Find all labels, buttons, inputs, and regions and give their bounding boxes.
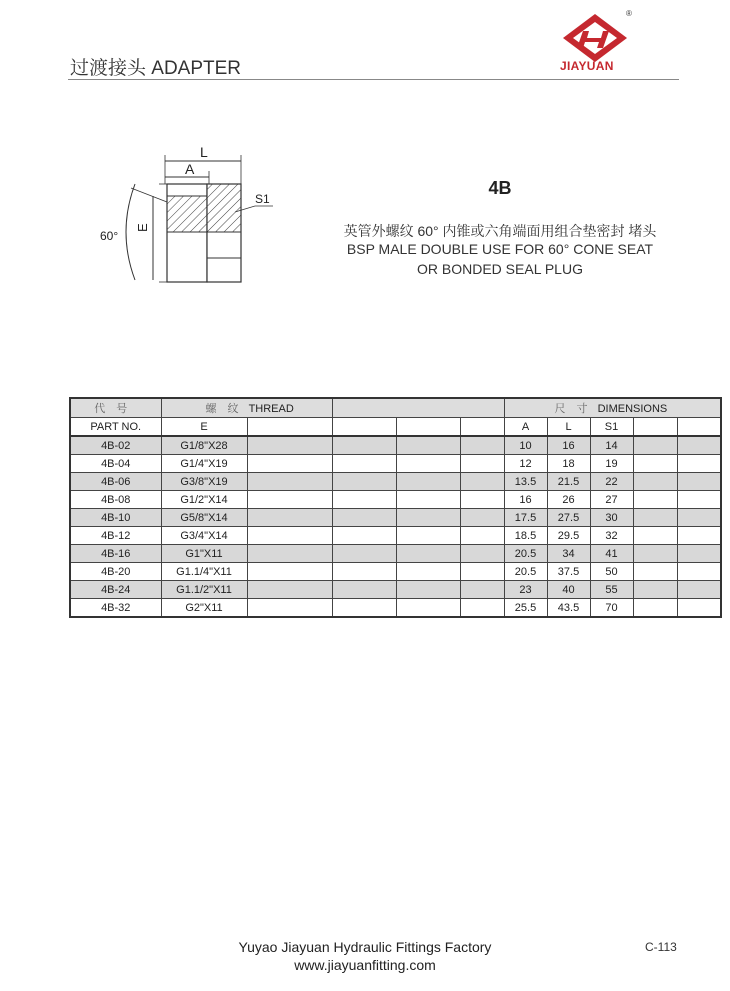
cell-dim-l: 21.5 <box>547 473 590 491</box>
cell-empty <box>633 473 677 491</box>
cell-empty <box>460 545 504 563</box>
cell-thread-e: G1/2"X14 <box>161 491 247 509</box>
product-description-en-line2: OR BONDED SEAL PLUG <box>417 261 583 277</box>
cell-dim-s1: 14 <box>590 436 633 455</box>
header-part-no: PART NO. <box>70 418 161 437</box>
cell-empty <box>633 563 677 581</box>
cell-dim-l: 18 <box>547 455 590 473</box>
cell-part-no: 4B-32 <box>70 599 161 618</box>
label-e: E <box>135 223 150 232</box>
page-title: 过渡接头 ADAPTER <box>70 58 242 79</box>
cell-dim-s1: 30 <box>590 509 633 527</box>
cell-part-no: 4B-08 <box>70 491 161 509</box>
cell-dim-l: 26 <box>547 491 590 509</box>
cell-empty <box>633 491 677 509</box>
cell-dim-l: 43.5 <box>547 599 590 618</box>
cell-empty <box>247 545 332 563</box>
cell-empty <box>460 436 504 455</box>
cell-empty <box>247 509 332 527</box>
cell-part-no: 4B-10 <box>70 509 161 527</box>
footer-website: www.jiayuanfitting.com <box>294 957 436 973</box>
logo-text: JIAYUAN <box>560 59 614 73</box>
cell-empty <box>247 581 332 599</box>
cell-empty <box>396 527 460 545</box>
header-code-cn: 代 号 <box>70 398 161 418</box>
cell-empty <box>677 581 721 599</box>
cell-dim-a: 20.5 <box>504 563 547 581</box>
label-angle: 60° <box>100 229 119 243</box>
cell-empty <box>396 581 460 599</box>
cell-empty <box>677 545 721 563</box>
page-number: C-113 <box>645 940 677 954</box>
cell-part-no: 4B-12 <box>70 527 161 545</box>
label-s1: S1 <box>255 192 270 206</box>
cell-empty <box>460 527 504 545</box>
table-row <box>70 491 721 509</box>
cell-dim-a: 20.5 <box>504 545 547 563</box>
cell-empty <box>396 455 460 473</box>
table-row <box>70 581 721 599</box>
cell-empty <box>247 527 332 545</box>
cell-dim-l: 40 <box>547 581 590 599</box>
cell-thread-e: G5/8"X14 <box>161 509 247 527</box>
cell-empty <box>332 527 396 545</box>
angle-arc <box>126 184 135 280</box>
footer-company: Yuyao Jiayuan Hydraulic Fittings Factory <box>238 939 492 955</box>
cell-empty <box>677 563 721 581</box>
cell-empty <box>396 509 460 527</box>
cell-thread-e: G1/8"X28 <box>161 436 247 455</box>
cell-empty <box>633 509 677 527</box>
cell-empty <box>247 436 332 455</box>
cell-empty <box>460 581 504 599</box>
cell-dim-a: 12 <box>504 455 547 473</box>
cell-empty <box>332 473 396 491</box>
cell-part-no: 4B-24 <box>70 581 161 599</box>
cell-dim-s1: 41 <box>590 545 633 563</box>
cell-empty <box>396 436 460 455</box>
cell-empty <box>460 599 504 618</box>
cell-dim-s1: 50 <box>590 563 633 581</box>
cell-empty <box>332 545 396 563</box>
cell-empty <box>247 599 332 618</box>
cell-empty <box>677 527 721 545</box>
cell-thread-e: G1/4"X19 <box>161 455 247 473</box>
cell-empty <box>677 599 721 618</box>
cell-empty <box>677 491 721 509</box>
cell-thread-e: G1.1/2"X11 <box>161 581 247 599</box>
table-row <box>70 473 721 491</box>
product-code: 4B <box>488 178 512 198</box>
cell-empty <box>396 491 460 509</box>
header-e: E <box>161 418 247 437</box>
cell-dim-a: 13.5 <box>504 473 547 491</box>
table-row <box>70 563 721 581</box>
cell-empty <box>332 563 396 581</box>
cell-dim-a: 10 <box>504 436 547 455</box>
table-row <box>70 455 721 473</box>
cell-dim-a: 23 <box>504 581 547 599</box>
cell-dim-s1: 27 <box>590 491 633 509</box>
cell-thread-e: G1.1/4"X11 <box>161 563 247 581</box>
cell-thread-e: G3/8"X19 <box>161 473 247 491</box>
cell-dim-l: 34 <box>547 545 590 563</box>
label-a: A <box>185 161 195 177</box>
cell-empty <box>332 491 396 509</box>
cell-thread-e: G3/4"X14 <box>161 527 247 545</box>
cell-empty <box>332 436 396 455</box>
header-s1: S1 <box>590 418 633 437</box>
header-blank <box>332 398 504 418</box>
cell-dim-l: 29.5 <box>547 527 590 545</box>
cell-empty <box>460 563 504 581</box>
cell-empty <box>332 455 396 473</box>
cell-part-no: 4B-04 <box>70 455 161 473</box>
cell-empty <box>633 527 677 545</box>
cell-dim-s1: 32 <box>590 527 633 545</box>
product-description-en-line1: BSP MALE DOUBLE USE FOR 60° CONE SEAT <box>346 241 654 257</box>
table-row <box>70 599 721 618</box>
cell-empty <box>247 473 332 491</box>
cell-empty <box>332 581 396 599</box>
cell-dim-a: 18.5 <box>504 527 547 545</box>
cell-empty <box>247 455 332 473</box>
cell-dim-a: 25.5 <box>504 599 547 618</box>
cell-empty <box>332 599 396 618</box>
table-row <box>70 527 721 545</box>
table-row <box>70 436 721 455</box>
cell-empty <box>460 455 504 473</box>
cell-empty <box>677 455 721 473</box>
cell-empty <box>460 473 504 491</box>
header-l: L <box>547 418 590 437</box>
registered-mark: ® <box>626 9 632 18</box>
cell-thread-e: G1"X11 <box>161 545 247 563</box>
cell-empty <box>633 436 677 455</box>
cell-empty <box>396 563 460 581</box>
cell-empty <box>460 509 504 527</box>
cell-empty <box>677 509 721 527</box>
cell-empty <box>396 599 460 618</box>
cell-part-no: 4B-06 <box>70 473 161 491</box>
cell-dim-s1: 55 <box>590 581 633 599</box>
cell-thread-e: G2"X11 <box>161 599 247 618</box>
cell-dim-l: 16 <box>547 436 590 455</box>
header-thread: 螺 纹 THREAD <box>161 398 332 418</box>
cell-empty <box>247 563 332 581</box>
table-header-row-1 <box>70 398 721 418</box>
label-l: L <box>200 144 208 160</box>
header-dimensions: 尺 寸 DIMENSIONS <box>504 398 721 418</box>
cell-empty <box>633 581 677 599</box>
technical-drawing <box>95 140 285 300</box>
cell-dim-s1: 19 <box>590 455 633 473</box>
cell-dim-s1: 70 <box>590 599 633 618</box>
table-row <box>70 545 721 563</box>
cell-part-no: 4B-02 <box>70 436 161 455</box>
cell-dim-a: 17.5 <box>504 509 547 527</box>
header-divider <box>68 79 679 80</box>
cell-dim-l: 27.5 <box>547 509 590 527</box>
cell-empty <box>677 436 721 455</box>
cell-dim-a: 16 <box>504 491 547 509</box>
cell-empty <box>396 545 460 563</box>
cell-dim-s1: 22 <box>590 473 633 491</box>
cell-empty <box>396 473 460 491</box>
cell-empty <box>247 491 332 509</box>
cell-empty <box>460 491 504 509</box>
cell-dim-l: 37.5 <box>547 563 590 581</box>
table-row <box>70 509 721 527</box>
product-description-cn: 英管外螺纹 60° 内锥或六角端面用组合垫密封 堵头 <box>343 223 657 239</box>
cell-part-no: 4B-16 <box>70 545 161 563</box>
cell-empty <box>677 473 721 491</box>
cell-part-no: 4B-20 <box>70 563 161 581</box>
header-a: A <box>504 418 547 437</box>
cell-empty <box>633 455 677 473</box>
cell-empty <box>633 545 677 563</box>
cell-empty <box>332 509 396 527</box>
cell-empty <box>633 599 677 618</box>
table-header-row-2 <box>70 418 721 437</box>
specification-table <box>69 397 722 618</box>
